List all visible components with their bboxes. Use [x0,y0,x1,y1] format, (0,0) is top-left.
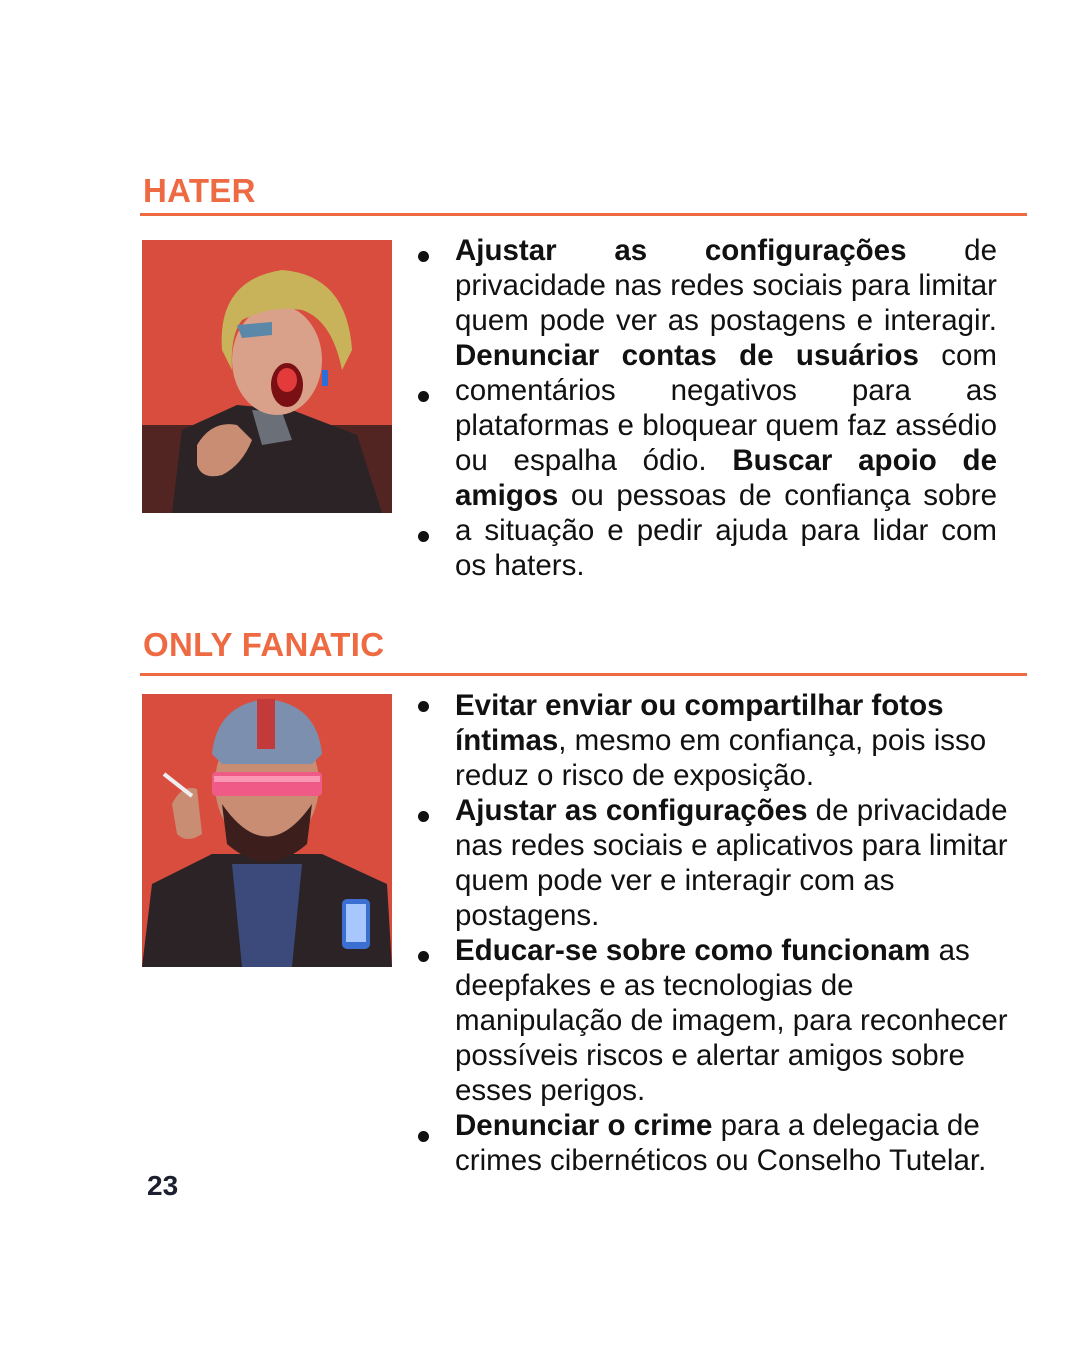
list-item [455,1108,1020,1178]
only-fanatic-illustration [142,694,392,967]
bullet-dot [418,701,429,712]
tip-text: de privacidade nas redes sociais e aplicativos para limitar quem pode ver e interagir com as postagens. [455,794,1008,932]
bullet-dot [418,1131,429,1142]
bullet-dot [418,531,429,542]
bullet-dot [418,811,429,822]
tip-text: de privacidade nas redes sociais para limitar quem pode ver as postagens e interagir. [455,234,997,337]
tip-text: com comentários negativos para as plataformas e bloquear quem faz assédio ou espalha ódio. [455,339,997,477]
bullet-dot [418,391,429,402]
tip-bold: Educar-se sobre como funcionam [455,934,931,967]
hater-tips-paragraph [455,233,997,583]
tip-bold: Buscar apoio de amigos [455,444,997,512]
section-title-hater: HATER [143,172,256,209]
bullet-dot [418,251,429,262]
tip-bold: Denunciar o crime [455,1109,713,1142]
bullet-dot [418,951,429,962]
section-divider [140,673,1027,676]
list-item [455,793,1010,933]
hater-illustration [142,240,392,513]
list-item [455,933,1010,1108]
tip-bold: Evitar enviar ou compartilhar fotos íntimas [455,689,944,757]
section-title-only-fanatic: ONLY FANATIC [143,626,385,663]
page-number: 23 [147,1170,179,1201]
tip-bold: Ajustar as configurações [455,234,907,267]
tip-text: para a delegacia de crimes cibernéticos ou Conselho Tutelar. [455,1109,987,1177]
list-item [455,688,1010,793]
tip-text: as deepfakes e as tecnologias de manipulação de imagem, para reconhecer possíveis riscos e alertar amigos sobre esses perigos. [455,934,1008,1107]
tip-bold: Denunciar contas de usuários [455,339,919,372]
hater-illustration-art [142,240,392,513]
section-divider [140,213,1027,216]
tip-bold: Ajustar as configurações [455,794,808,827]
tip-text: , mesmo em confiança, pois isso reduz o risco de exposição. [455,724,987,792]
only-fanatic-illustration-art [142,694,392,967]
tip-text: ou pessoas de confiança sobre a situação e pedir ajuda para lidar com os haters. [455,479,997,582]
